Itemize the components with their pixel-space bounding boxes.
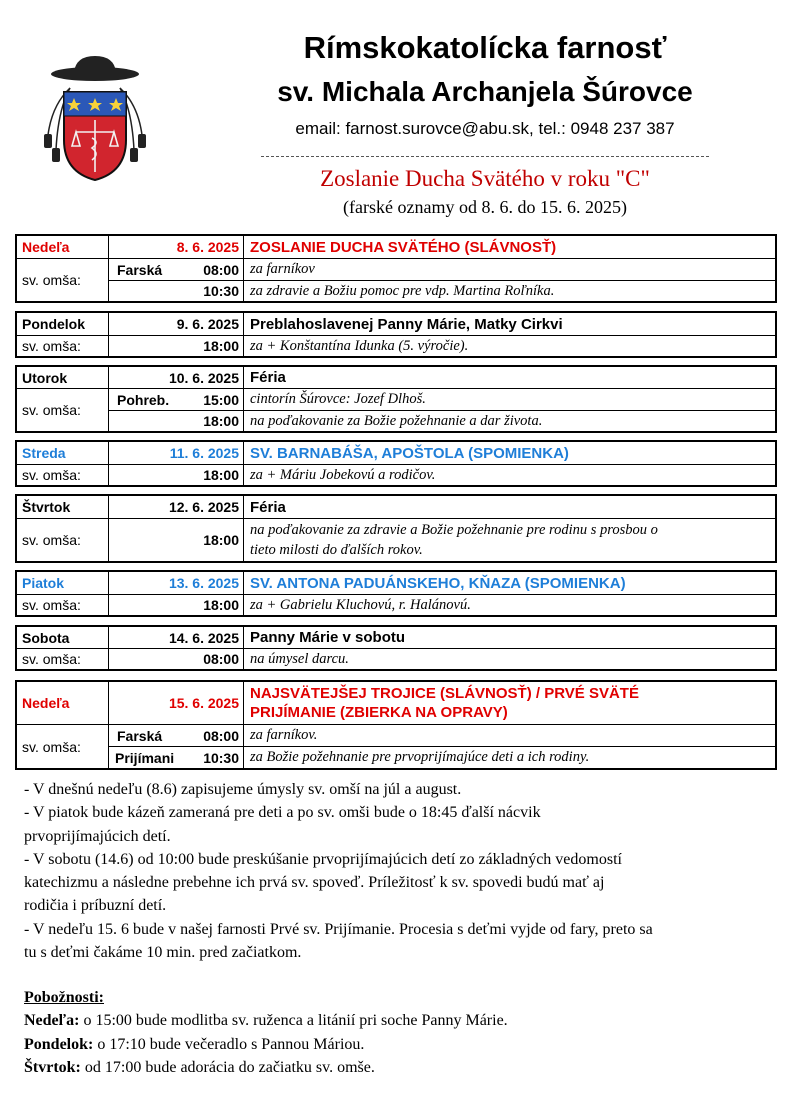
day-date: 14. 6. 2025 [109, 627, 244, 648]
mass-intention: za zdravie a Božiu pomoc pre vdp. Martina Roľníka. [250, 282, 555, 299]
devotion-day: Pondelok: [24, 1035, 94, 1053]
day-title: Féria [250, 369, 286, 386]
devotions-heading: Pobožnosti: [24, 989, 104, 1006]
mass-intention: za farníkov. [250, 727, 318, 743]
day-date: 10. 6. 2025 [109, 367, 244, 388]
announcement-line: - V piatok bude kázeň zameraná pre deti a po sv. omši bude o 18:45 ďalší nácvik [24, 804, 541, 822]
day-title: Panny Márie v sobotu [250, 629, 406, 646]
mass-time: 10:30 [203, 749, 239, 766]
mass-time: 15:00 [203, 391, 239, 408]
devotion-day: Štvrtok: [24, 1058, 81, 1076]
day-title: SV. BARNABÁŠA, APOŠTOLA (SPOMIENKA) [250, 444, 569, 462]
mass-time: 18:00 [109, 465, 244, 485]
announcement-line: rodičia i príbuzní detí. [24, 897, 167, 915]
announcement-line: tu s deťmi čakáme 10 min. pred začiatkom. [24, 944, 302, 962]
mass-label: sv. omša: [17, 389, 109, 431]
day-name: Piatok [17, 572, 109, 594]
mass-intention: na poďakovanie za Božie požehnanie a dar života. [250, 412, 543, 429]
day-block-sunday-1 [15, 234, 777, 303]
announcement-line: prvoprijímajúcich detí. [24, 827, 171, 845]
mass-intention-line: tieto milosti do ďalších rokov. [250, 542, 423, 558]
day-title: Féria [250, 498, 286, 516]
mass-intention: za farníkov [250, 261, 315, 277]
mass-intention: za Božie požehnanie pre prvoprijímajúce deti a ich rodiny. [250, 749, 590, 765]
day-date: 11. 6. 2025 [109, 442, 244, 464]
day-block-saturday [15, 625, 777, 671]
day-date: 8. 6. 2025 [109, 236, 244, 258]
mass-label: sv. omša: [17, 649, 109, 669]
mass-intention [244, 519, 775, 561]
day-name: Štvrtok [17, 496, 109, 518]
devotion-text: o 17:10 bude večeradlo s Pannou Máriou. [93, 1035, 365, 1053]
devotion-item [24, 1056, 780, 1079]
mass-time: 18:00 [109, 595, 244, 615]
mass-label: sv. omša: [17, 259, 109, 301]
header-divider [261, 156, 709, 157]
devotion-day: Nedeľa: [24, 1012, 80, 1030]
parish-title: Rímskokatolícka farnosť [303, 30, 667, 65]
announcements [24, 778, 780, 964]
day-title [244, 682, 775, 724]
mass-time: 08:00 [203, 727, 239, 744]
day-block-friday [15, 570, 777, 617]
mass-time: 18:00 [109, 411, 244, 431]
mass-intention: za + Máriu Jobekovú a rodičov. [250, 466, 436, 483]
mass-intention: za + Konštantína Idunka (5. výročie). [250, 337, 469, 354]
mass-intention-line: na poďakovanie za zdravie a Božie požehnanie pre rodinu s prosbou o [250, 522, 658, 538]
day-name: Pondelok [17, 313, 109, 335]
day-date: 12. 6. 2025 [109, 496, 244, 518]
mass-time: 08:00 [203, 261, 239, 278]
mass-label: sv. omša: [17, 595, 109, 615]
day-name: Sobota [17, 627, 109, 648]
mass-place: Farská [117, 261, 163, 278]
day-date: 13. 6. 2025 [109, 572, 244, 594]
mass-label: sv. omša: [17, 465, 109, 485]
day-title: Preblahoslavenej Panny Márie, Matky Cirkvi [250, 315, 563, 333]
announcement-line: - V dnešnú nedeľu (8.6) zapisujeme úmysly sv. omší na júl a august. [24, 781, 462, 798]
day-block-thursday [15, 494, 777, 563]
announcement-period: (farské oznamy od 8. 6. do 15. 6. 2025) [343, 197, 627, 217]
parish-subtitle: sv. Michala Archanjela Šúrovce [277, 76, 693, 107]
devotion-item [24, 1033, 780, 1056]
mass-intention: za + Gabrielu Kluchovú, r. Halánovú. [250, 596, 471, 613]
announcement-line: - V nedeľu 15. 6 bude v našej farnosti Prvé sv. Prijímanie. Procesia s deťmi vyjde od fary, preto sa [24, 920, 653, 938]
day-date: 15. 6. 2025 [109, 682, 244, 724]
day-block-tuesday [15, 365, 777, 433]
day-title: SV. ANTONA PADUÁNSKEHO, KŇAZA (SPOMIENKA) [250, 574, 626, 592]
day-title: ZOSLANIE DUCHA SVÄTÉHO (SLÁVNOSŤ) [250, 238, 557, 256]
announcement-line: - V sobotu (14.6) od 10:00 bude preskúšanie prvoprijímajúcich detí zo základných vedomostí [24, 850, 622, 868]
day-name: Streda [17, 442, 109, 464]
announcement-line: katechizmu a následne prebehne ich prvá sv. spoveď. Príležitosť k sv. spovedi budú mať aj [24, 874, 605, 892]
feast-title: Zoslanie Ducha Svätého v roku "C" [320, 166, 650, 191]
mass-time: 18:00 [109, 336, 244, 356]
devotion-text: od 17:00 bude adorácia do začiatku sv. omše. [80, 1058, 375, 1076]
mass-intention: na úmysel darcu. [250, 650, 349, 667]
day-name: Nedeľa [17, 682, 109, 724]
mass-time: 08:00 [109, 649, 244, 669]
day-title-line: PRIJÍMANIE (ZBIERKA NA OPRAVY) [250, 704, 508, 721]
mass-intention: cintorín Šúrovce: Jozef Dlhoš. [250, 391, 426, 407]
day-date: 9. 6. 2025 [109, 313, 244, 335]
devotion-text: o 15:00 bude modlitba sv. ruženca a litánií pri soche Panny Márie. [79, 1012, 508, 1030]
mass-label: sv. omša: [17, 336, 109, 356]
mass-place: Prijímani [115, 749, 175, 766]
mass-place: Farská [117, 727, 163, 744]
day-name: Nedeľa [17, 236, 109, 258]
mass-label: sv. omša: [17, 725, 109, 768]
day-block-wednesday [15, 440, 777, 487]
day-block-sunday-2 [15, 680, 777, 770]
devotion-item [24, 1009, 780, 1032]
mass-place: Pohreb. [117, 391, 170, 408]
mass-label: sv. omša: [17, 519, 109, 561]
mass-time: 18:00 [109, 519, 244, 561]
devotions [24, 986, 780, 1079]
mass-time: 10:30 [109, 281, 244, 301]
day-block-monday [15, 311, 777, 358]
day-title-line: NAJSVÄTEJŠEJ TROJICE (SLÁVNOSŤ) / PRVÉ SVÄTÉ [250, 685, 639, 702]
contact-info: email: farnost.surovce@abu.sk, tel.: 0948 237 387 [295, 119, 675, 138]
parish-coat-of-arms [30, 50, 160, 185]
day-name: Utorok [17, 367, 109, 388]
